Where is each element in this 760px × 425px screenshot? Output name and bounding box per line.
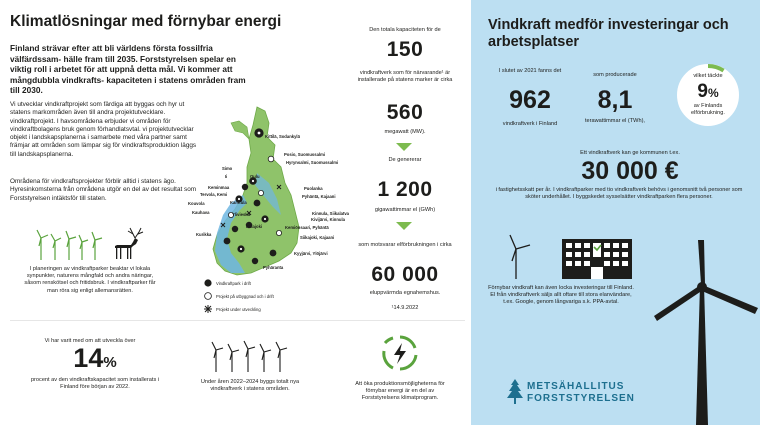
stat-coverage-value: 9 bbox=[697, 81, 708, 102]
map-label: Kauhava bbox=[192, 210, 210, 215]
map-label: Karstula bbox=[230, 200, 247, 205]
stat-share-value: 14 bbox=[73, 343, 104, 373]
metsahallitus-logo-icon bbox=[505, 379, 525, 405]
map-label: Kouvola bbox=[188, 201, 205, 206]
map-label: Keminmaa bbox=[208, 185, 230, 190]
body-paragraph-1: Vi utvecklar vindkraftprojekt som färdiga att byggas och hyr ut statens markområden även till andra projektutvecklare. vindkraftprojekt. I havsområdena erbjuder vi områden för vindkraftbolagens bruk genom förhandlatsvtal. vi projektutvecklar objekt i landskapsplanerna i samarbete med våra partner samt främjar att områden som lämpar sig för vindkraftsproduktion läggs till landskapsplanerna. bbox=[10, 101, 197, 158]
center-text-2: megawatt (MW). bbox=[384, 129, 426, 135]
map-label: Ii bbox=[225, 174, 228, 179]
map-label: Puolanka bbox=[304, 186, 323, 191]
production-text: terawattimmar el (TWh), bbox=[585, 118, 645, 124]
legend-icons bbox=[203, 279, 213, 319]
center-text-3: De genererar bbox=[388, 157, 422, 163]
turbine-count-intro: I slutet av 2021 fanns det bbox=[498, 68, 562, 74]
map-label: Kyyjärvi, Ylöjärvi bbox=[294, 251, 328, 256]
stat-megawatt: 560 bbox=[386, 101, 424, 124]
footnote: ¹14.9.2022 bbox=[391, 305, 419, 311]
intro-text: Finland strävar efter att bli världens första fossilfria välfärdssam- hälle fram till 2035. Forststyrelsen spelar en viktig roll i arbetet för att uppnå detta mål. Vi kommer att mångdubbla vindkrafts- kapaciteten i statens områden fram till 2030. bbox=[10, 43, 246, 96]
stat-tax: 30 000 € bbox=[581, 157, 679, 185]
map-label: Posio, Suomussalmi bbox=[284, 152, 325, 157]
map-label: Tervola, Kemi bbox=[200, 192, 228, 197]
climate-program-text: Att öka produktionsmöjligheterna för förnybar energi är en del av Forststyrelsens klimatprogram. bbox=[355, 381, 445, 402]
logo-line-2: FORSTSTYRELSEN bbox=[527, 393, 635, 404]
center-text-4: gigawattimmar el (GWh) bbox=[374, 207, 436, 213]
legend-item: Vindkraftpark i drift bbox=[216, 281, 251, 286]
coverage-intro: vilket täckte bbox=[693, 73, 723, 79]
investment-text: Förnybar vindkraft kan även locka investeringar till Finland. El från vindkraftverk säljs allt oftare till stora elanvändare, t.ex. Google, genom långvariga s.k. PPA-avtal. bbox=[488, 285, 634, 306]
divider bbox=[10, 320, 465, 321]
map-label: Kittilä, Sodankylä bbox=[265, 134, 300, 139]
production-intro: som producerade bbox=[593, 72, 637, 78]
office-building-icon bbox=[558, 233, 636, 279]
share-intro: Vi har varit med om att utveckla över bbox=[44, 338, 136, 344]
wind-turbine-icon bbox=[500, 231, 540, 279]
right-title: Vindkraft medför investeringar och arbetsplatser bbox=[488, 17, 729, 50]
stat-share-unit: % bbox=[103, 354, 117, 371]
map-label: Siikajoki, Kajaani bbox=[300, 235, 335, 240]
stat-turbines: 150 bbox=[386, 38, 424, 61]
map-label: Simo bbox=[222, 166, 233, 171]
stat-coverage-unit: % bbox=[707, 86, 719, 100]
map-label: Kurikka bbox=[196, 232, 212, 237]
map-label: Hyrynsalmi, Suomussalmi bbox=[286, 160, 339, 165]
energy-recycle-icon bbox=[380, 333, 420, 373]
map-label: Pyhäntä, Kajaani bbox=[302, 194, 336, 199]
large-wind-turbine-icon bbox=[640, 240, 760, 425]
tax-intro: Ett vindkraftverk kan ge kommunen t.ex. bbox=[580, 150, 680, 156]
share-text: procent av den vindkraftskapacitet som installerats i Finland före början av 2022. bbox=[30, 377, 160, 391]
center-text-5: som motsvarar elförbrukningen i cirka bbox=[358, 242, 452, 248]
map-label: Kinnula, Siikalatva bbox=[312, 211, 350, 216]
arrow-down-icon bbox=[396, 222, 412, 230]
arrow-down-icon bbox=[396, 143, 412, 151]
turbine-count-text: vindkraftverk i Finland bbox=[502, 121, 558, 127]
legend-item: Projekt på utbyggnad och i drift bbox=[216, 294, 274, 299]
construction-text: Under åren 2022–2024 byggs totalt nya vindkraftverk i statens områden. bbox=[200, 379, 300, 393]
stat-production: 8,1 bbox=[597, 86, 633, 114]
page-title: Klimatlösningar med förnybar energi bbox=[10, 13, 282, 30]
map-label: Pyhäranta bbox=[263, 265, 284, 270]
stat-homes: 60 000 bbox=[371, 263, 439, 286]
wind-turbines-icon bbox=[208, 338, 293, 372]
map-label: Kemiönsaari, Pyhäntä bbox=[285, 225, 329, 230]
center-text-1: vindkraftverk som för närvarande¹ är installerade på statens marker är cirka bbox=[357, 70, 453, 84]
stat-turbine-count: 962 bbox=[509, 86, 551, 114]
center-text-6: eluppvärmda egnahemshus. bbox=[369, 290, 441, 296]
stat-coverage bbox=[678, 81, 738, 103]
body-paragraph-2: Områdena för vindkraftsprojekter förblir alltid i statens ägo. Hyresinkomsterna från områdena utgör en del av det resultat som Forststyrelsen intäktsför till staten. bbox=[10, 178, 197, 202]
nature-text: I planeringen av vindkraftparker beaktar vi lokala synpunkter, naturens mångfald och andra näringar, såsom renskötsel och fritidsbruk. I vindkraftparker får man röra sig enligt allemansrätten. bbox=[24, 266, 156, 294]
stat-share bbox=[60, 343, 130, 374]
logo-line-1: METSÄHALLITUS bbox=[527, 381, 625, 392]
map-label: Kalajoki bbox=[246, 224, 263, 229]
coverage-text: av Finlands elförbrukning. bbox=[691, 103, 725, 117]
map-label: Ylivieska bbox=[232, 212, 250, 217]
legend-item: Projekt under utveckling bbox=[216, 307, 261, 312]
turbines-reindeer-icon bbox=[35, 226, 145, 260]
map-label: Oulu bbox=[250, 174, 260, 179]
tax-text: i fastighetsskatt per år. I vindkraftparker med tio vindkraftverk behövs i genomsnitt två personer som sköter underhållet. I byggskedet sysselsätter vindkraftparken flera personer. bbox=[495, 187, 743, 201]
center-intro: Den totala kapaciteten för de bbox=[369, 27, 441, 33]
map-label: Kivijärvi, Kinnula bbox=[311, 217, 345, 222]
stat-gwh: 1 200 bbox=[377, 178, 433, 201]
